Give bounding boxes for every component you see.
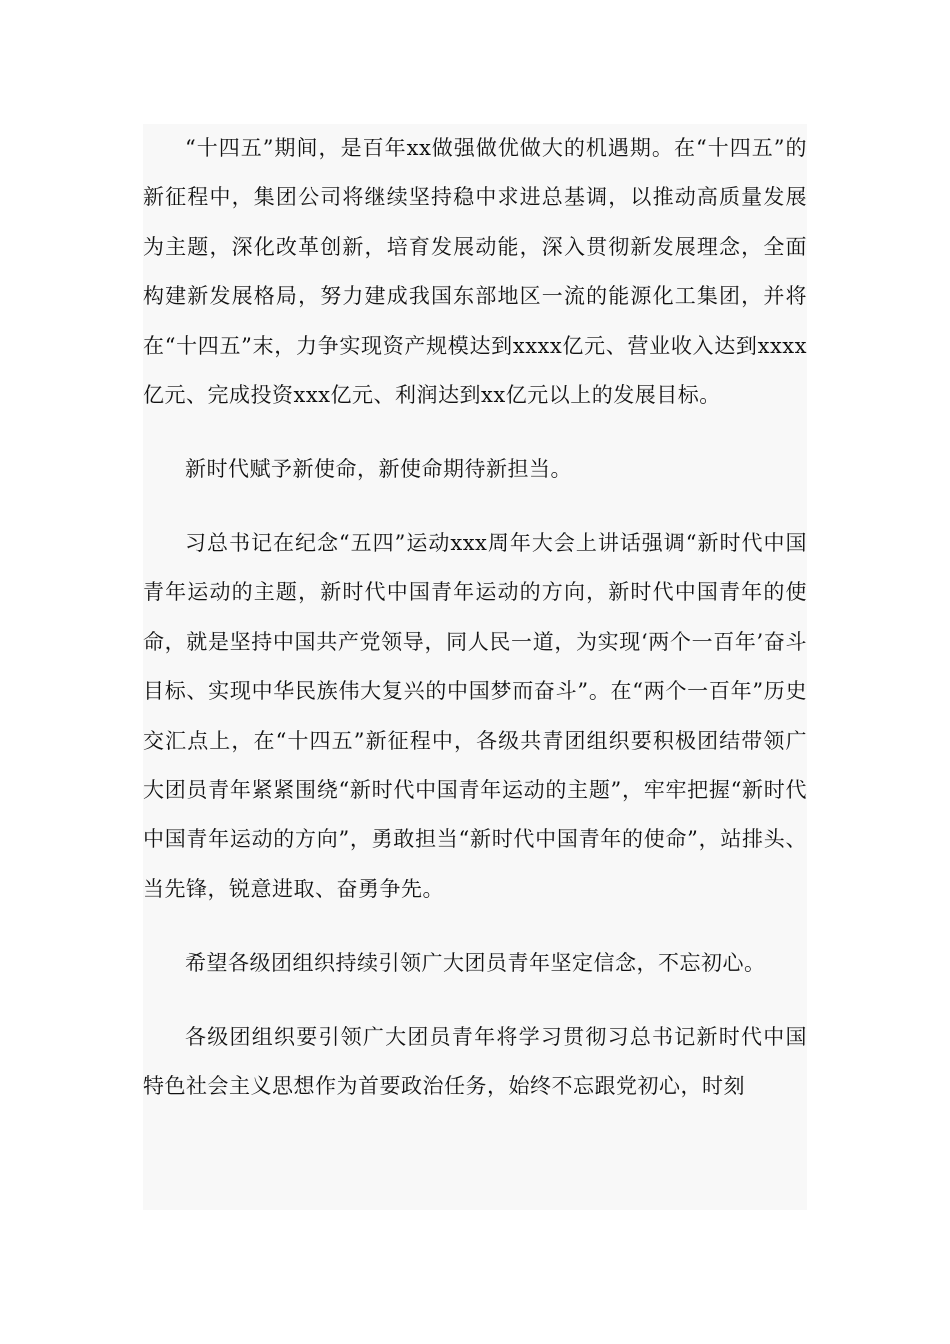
paragraph-14th-five-year-goals: “十四五”期间，是百年xx做强做优做大的机遇期。在“十四五”的新征程中，集团公司将继续坚持稳中求进总基调，以推动高质量发展为主题，深化改革创新，培育发展动能，深入贯彻新发展理念，全面构建新发展格局，努力建成我国东部地区一流的能源化工集团，并将在“十四五”末，力争实现资产规模达到xxxx亿元、营业收入达到xxxx亿元、完成投资xxx亿元、利润达到xx亿元以上的发展目标。 [143, 136, 807, 408]
paragraph-may-fourth-speech: 习总书记在纪念“五四”运动xxx周年大会上讲话强调“新时代中国青年运动的主题，新时代中国青年运动的方向，新时代中国青年的使命，就是坚持中国共产党领导，同人民一道，为实现‘两个一百年’奋斗目标、实现中华民族伟大复兴的中国梦而奋斗”。在“两个一百年”历史交汇点上，在“十四五”新征程中，各级共青团组织要积极团结带领广大团员青年紧紧围绕“新时代中国青年运动的主题”，牢牢把握“新时代中国青年运动的方向”，勇敢担当“新时代中国青年的使命”，站排头、当先锋，锐意进取、奋勇争先。 [143, 531, 807, 901]
paragraph-new-mission: 新时代赋予新使命，新使命期待新担当。 [185, 457, 572, 482]
document-body [143, 124, 807, 1210]
paragraph-study-thought: 各级团组织要引领广大团员青年将学习贯彻习总书记新时代中国特色社会主义思想作为首要政治任务，始终不忘跟党初心，时刻 [143, 1024, 807, 1099]
paragraph-firm-belief: 希望各级团组织持续引领广大团员青年坚定信念，不忘初心。 [185, 950, 766, 975]
